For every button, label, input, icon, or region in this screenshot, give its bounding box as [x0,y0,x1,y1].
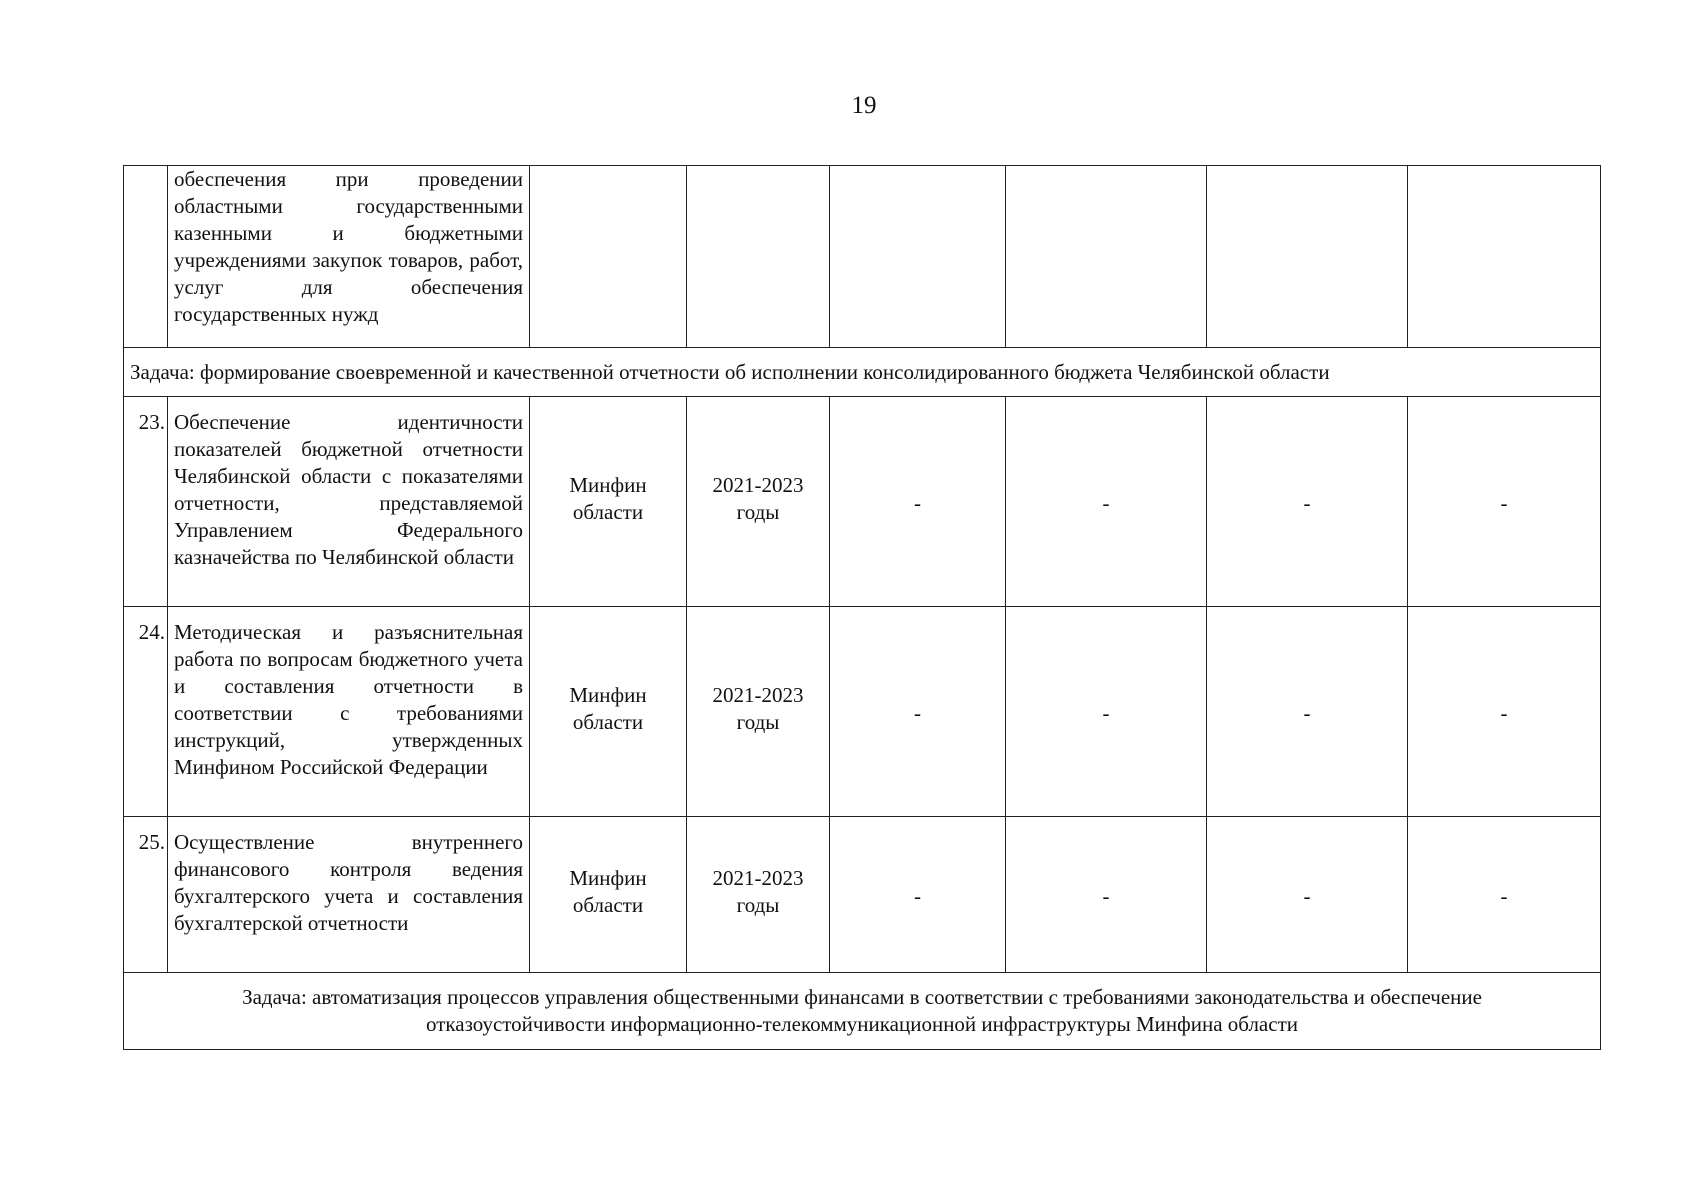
page-number: 19 [851,92,877,119]
value-cell [1207,166,1408,348]
value-cell: - [1207,397,1408,607]
executor-cell [530,817,687,973]
executor-cell [530,397,687,607]
table-row-24 [124,607,1601,817]
period-line: годы [736,499,780,524]
task-heading: Задача: автоматизация процессов управления общественными финансами в соответствии с требованиями законодательства и обеспечение отказоустойчивости информационно-телекоммуникационной инфраструктуры Минфина области [124,973,1601,1050]
task-heading: Задача: формирование своевременной и качественной отчетности об исполнении консолидированного бюджета Челябинской области [124,348,1601,397]
measure-description: Методическая и разъяснительная работа по вопросам бюджетного учета и составления отчетности в соответствии с требованиями инструкций, утвержденных Минфином Российской Федерации [168,607,530,817]
value-cell: - [1408,397,1601,607]
task-row [124,348,1601,397]
measures-table [123,165,1601,1050]
value-cell: - [1408,817,1601,973]
measure-description: Осуществление внутреннего финансового контроля ведения бухгалтерского учета и составления бухгалтерской отчетности [168,817,530,973]
period-cell [687,397,830,607]
executor-line: области [572,709,644,734]
period-line: годы [736,709,780,734]
value-cell: - [1408,607,1601,817]
row-number: 24. [124,607,168,817]
period-cell [687,166,830,348]
value-cell: - [830,607,1006,817]
value-cell: - [1006,817,1207,973]
row-number-cell [124,166,168,348]
measure-description: обеспечения при проведении областными государственными казенными и бюджетными учреждениями закупок товаров, работ, услуг для обеспечения государственных нужд [168,166,530,348]
table-row-23 [124,397,1601,607]
table-row-25 [124,817,1601,973]
period-line: 2021-2023 [712,865,804,890]
executor-cell [530,166,687,348]
value-cell [1408,166,1601,348]
period-line: 2021-2023 [712,682,804,707]
table-row-continued [124,166,1601,348]
value-cell [1006,166,1207,348]
executor-line: области [572,892,644,917]
executor-line: Минфин [569,682,647,707]
value-cell: - [830,397,1006,607]
task-row [124,973,1601,1050]
executor-line: Минфин [569,472,647,497]
row-number: 25. [124,817,168,973]
period-cell [687,817,830,973]
value-cell: - [1207,817,1408,973]
value-cell: - [1006,397,1207,607]
executor-cell [530,607,687,817]
value-cell: - [830,817,1006,973]
executor-line: области [572,499,644,524]
row-number: 23. [124,397,168,607]
value-cell [830,166,1006,348]
period-line: годы [736,892,780,917]
value-cell: - [1006,607,1207,817]
measure-description: Обеспечение идентичности показателей бюджетной отчетности Челябинской области с показателями отчетности, представляемой Управлением Федерального казначейства по Челябинской области [168,397,530,607]
period-line: 2021-2023 [712,472,804,497]
period-cell [687,607,830,817]
value-cell: - [1207,607,1408,817]
executor-line: Минфин [569,865,647,890]
